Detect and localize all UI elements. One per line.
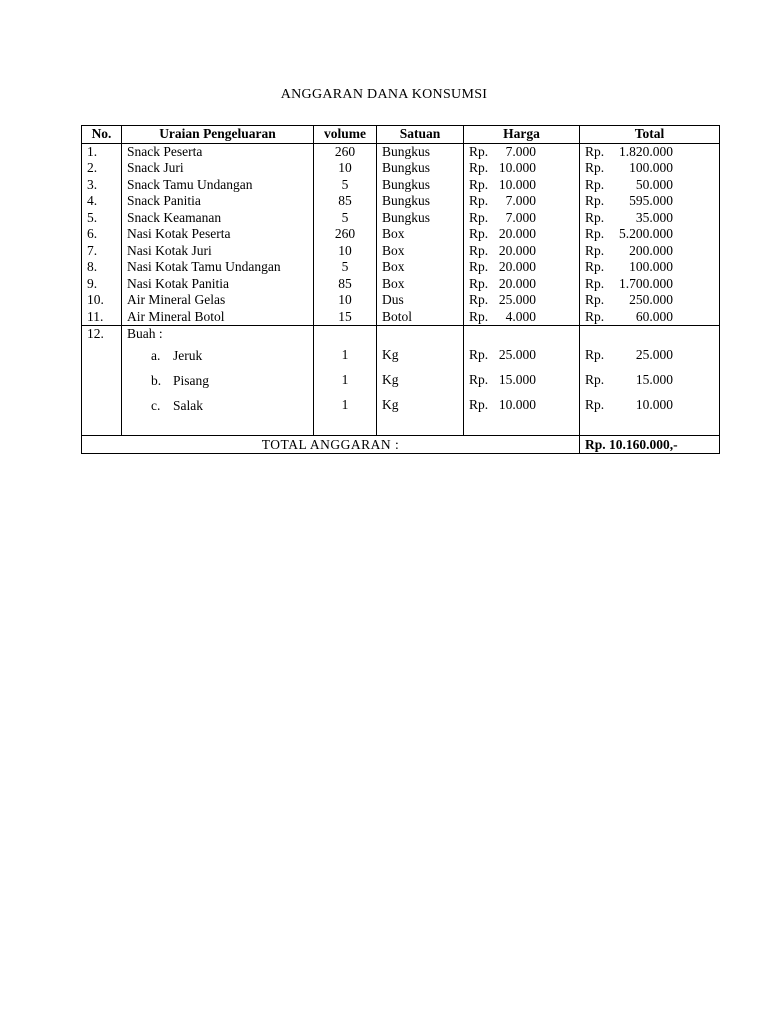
total-value: Rp. 10.160.000,- (580, 436, 720, 454)
currency-label: Rp. (585, 292, 605, 308)
cell-no: 1. (82, 143, 122, 160)
cell-satuan: Bungkus (377, 160, 464, 177)
currency-label: Rp. (585, 308, 605, 324)
cell-no: 3. (82, 177, 122, 194)
currency-label: Rp. (469, 226, 489, 242)
item-letter: a. (151, 348, 161, 363)
amount-value: 100.000 (629, 160, 673, 176)
table-row (82, 210, 720, 227)
amount-value: 595.000 (629, 193, 673, 209)
amount-value: 200.000 (629, 242, 673, 258)
amount-value: 25.000 (635, 347, 673, 362)
total-row (82, 436, 720, 454)
table-header-row (82, 126, 720, 144)
table-row (82, 143, 720, 160)
buah-label: Buah : (127, 326, 163, 341)
amount-value: 5.200.000 (619, 226, 673, 242)
cell-no: 6. (82, 226, 122, 243)
amount-value: 25.000 (498, 347, 536, 362)
cell-uraian: Snack Juri (122, 160, 314, 177)
item-volume: 1 (341, 372, 349, 387)
cell-harga (464, 210, 580, 227)
cell-uraian: Nasi Kotak Peserta (122, 226, 314, 243)
currency-label: Rp. (585, 259, 605, 275)
cell-harga (464, 177, 580, 194)
cell-volume: 260 (314, 226, 377, 243)
cell-uraian (122, 326, 314, 436)
item-volume: 1 (341, 397, 349, 412)
currency-label: Rp. (469, 176, 489, 192)
table-body (82, 143, 720, 454)
currency-label: Rp. (469, 372, 489, 387)
currency-label: Rp. (585, 242, 605, 258)
amount-value: 10.000 (498, 397, 536, 412)
cell-total (580, 177, 720, 194)
cell-uraian: Nasi Kotak Juri (122, 243, 314, 260)
cell-satuan: Box (377, 243, 464, 260)
cell-uraian: Snack Keamanan (122, 210, 314, 227)
table-row (82, 226, 720, 243)
amount-value: 10.000 (498, 160, 536, 176)
item-volume: 1 (341, 347, 349, 362)
cell-uraian: Air Mineral Botol (122, 309, 314, 326)
table-row (82, 292, 720, 309)
cell-volume: 5 (314, 177, 377, 194)
cell-no: 7. (82, 243, 122, 260)
cell-total (580, 210, 720, 227)
cell-no: 8. (82, 259, 122, 276)
currency-label: Rp. (585, 193, 605, 209)
cell-volume: 10 (314, 160, 377, 177)
header-no: No. (82, 126, 122, 144)
amount-value: 15.000 (498, 372, 536, 387)
amount-value: 7.000 (505, 143, 536, 159)
cell-satuan: Box (377, 226, 464, 243)
cell-uraian: Nasi Kotak Panitia (122, 276, 314, 293)
currency-label: Rp. (469, 347, 489, 362)
currency-label: Rp. (469, 209, 489, 225)
cell-harga (464, 226, 580, 243)
cell-harga (464, 243, 580, 260)
cell-uraian: Air Mineral Gelas (122, 292, 314, 309)
cell-no: 12. (82, 326, 122, 436)
cell-total (580, 276, 720, 293)
item-letter: c. (151, 398, 161, 413)
currency-label: Rp. (585, 209, 605, 225)
amount-value: 10.000 (635, 397, 673, 412)
currency-label: Rp. (469, 242, 489, 258)
currency-label: Rp. (469, 275, 489, 291)
cell-uraian: Snack Panitia (122, 193, 314, 210)
item-satuan: Kg (382, 397, 399, 412)
amount-value: 15.000 (635, 372, 673, 387)
cell-total (580, 326, 720, 436)
item-name: Salak (173, 398, 203, 413)
cell-uraian: Nasi Kotak Tamu Undangan (122, 259, 314, 276)
amount-value: 100.000 (629, 259, 673, 275)
currency-label: Rp. (585, 347, 605, 362)
list-item (127, 393, 308, 418)
cell-volume (314, 326, 377, 436)
cell-volume: 5 (314, 259, 377, 276)
cell-volume: 10 (314, 292, 377, 309)
cell-total (580, 193, 720, 210)
cell-no: 4. (82, 193, 122, 210)
cell-volume: 85 (314, 276, 377, 293)
currency-label: Rp. (469, 193, 489, 209)
currency-label: Rp. (469, 308, 489, 324)
cell-no: 10. (82, 292, 122, 309)
table-row (82, 193, 720, 210)
table-row (82, 160, 720, 177)
cell-satuan: Bungkus (377, 210, 464, 227)
currency-label: Rp. (469, 397, 489, 412)
cell-satuan: Box (377, 259, 464, 276)
cell-satuan (377, 326, 464, 436)
currency-label: Rp. (585, 143, 605, 159)
amount-value: 10.000 (498, 176, 536, 192)
currency-label: Rp. (585, 372, 605, 387)
cell-harga (464, 160, 580, 177)
table-row (82, 243, 720, 260)
amount-value: 20.000 (498, 242, 536, 258)
cell-satuan: Botol (377, 309, 464, 326)
item-name: Jeruk (173, 348, 203, 363)
currency-label: Rp. (585, 397, 605, 412)
currency-label: Rp. (469, 292, 489, 308)
currency-label: Rp. (585, 160, 605, 176)
cell-total (580, 309, 720, 326)
cell-harga (464, 326, 580, 436)
cell-harga (464, 143, 580, 160)
amount-value: 25.000 (498, 292, 536, 308)
cell-no: 2. (82, 160, 122, 177)
cell-total (580, 292, 720, 309)
currency-label: Rp. (585, 176, 605, 192)
document-title: ANGGARAN DANA KONSUMSI (280, 87, 488, 102)
cell-harga (464, 309, 580, 326)
table-row (82, 259, 720, 276)
cell-uraian: Snack Tamu Undangan (122, 177, 314, 194)
table-row-buah (82, 326, 720, 436)
cell-no: 11. (82, 309, 122, 326)
table-row (82, 309, 720, 326)
currency-label: Rp. (585, 226, 605, 242)
cell-no: 5. (82, 210, 122, 227)
cell-satuan: Box (377, 276, 464, 293)
cell-uraian: Snack Peserta (122, 143, 314, 160)
amount-value: 1.820.000 (619, 143, 673, 159)
cell-satuan: Bungkus (377, 143, 464, 160)
amount-value: 7.000 (505, 193, 536, 209)
cell-harga (464, 193, 580, 210)
list-item (127, 343, 308, 368)
item-satuan: Kg (382, 347, 399, 362)
amount-value: 20.000 (498, 259, 536, 275)
cell-satuan: Bungkus (377, 177, 464, 194)
amount-value: 35.000 (635, 209, 673, 225)
amount-value: 4.000 (505, 308, 536, 324)
amount-value: 20.000 (498, 226, 536, 242)
header-satuan: Satuan (377, 126, 464, 144)
currency-label: Rp. (585, 275, 605, 291)
budget-table (81, 125, 720, 454)
cell-harga (464, 292, 580, 309)
amount-value: 20.000 (498, 275, 536, 291)
amount-value: 60.000 (635, 308, 673, 324)
cell-volume: 260 (314, 143, 377, 160)
header-harga: Harga (464, 126, 580, 144)
header-volume: volume (314, 126, 377, 144)
table-row (82, 177, 720, 194)
currency-label: Rp. (469, 160, 489, 176)
amount-value: 50.000 (635, 176, 673, 192)
cell-total (580, 259, 720, 276)
cell-satuan: Bungkus (377, 193, 464, 210)
currency-label: Rp. (469, 259, 489, 275)
cell-harga (464, 259, 580, 276)
amount-value: 250.000 (629, 292, 673, 308)
currency-label: Rp. (469, 143, 489, 159)
cell-satuan: Dus (377, 292, 464, 309)
cell-total (580, 143, 720, 160)
amount-value: 7.000 (505, 209, 536, 225)
table-row (82, 276, 720, 293)
cell-no: 9. (82, 276, 122, 293)
list-item (127, 368, 308, 393)
item-name: Pisang (173, 373, 210, 388)
item-satuan: Kg (382, 372, 399, 387)
cell-volume: 10 (314, 243, 377, 260)
header-uraian: Uraian Pengeluaran (122, 126, 314, 144)
cell-total (580, 160, 720, 177)
cell-volume: 85 (314, 193, 377, 210)
cell-harga (464, 276, 580, 293)
cell-total (580, 243, 720, 260)
item-letter: b. (151, 373, 162, 388)
amount-value: 1.700.000 (619, 275, 673, 291)
cell-volume: 15 (314, 309, 377, 326)
total-label: TOTAL ANGGARAN : (82, 436, 580, 454)
cell-total (580, 226, 720, 243)
header-total: Total (580, 126, 720, 144)
cell-volume: 5 (314, 210, 377, 227)
